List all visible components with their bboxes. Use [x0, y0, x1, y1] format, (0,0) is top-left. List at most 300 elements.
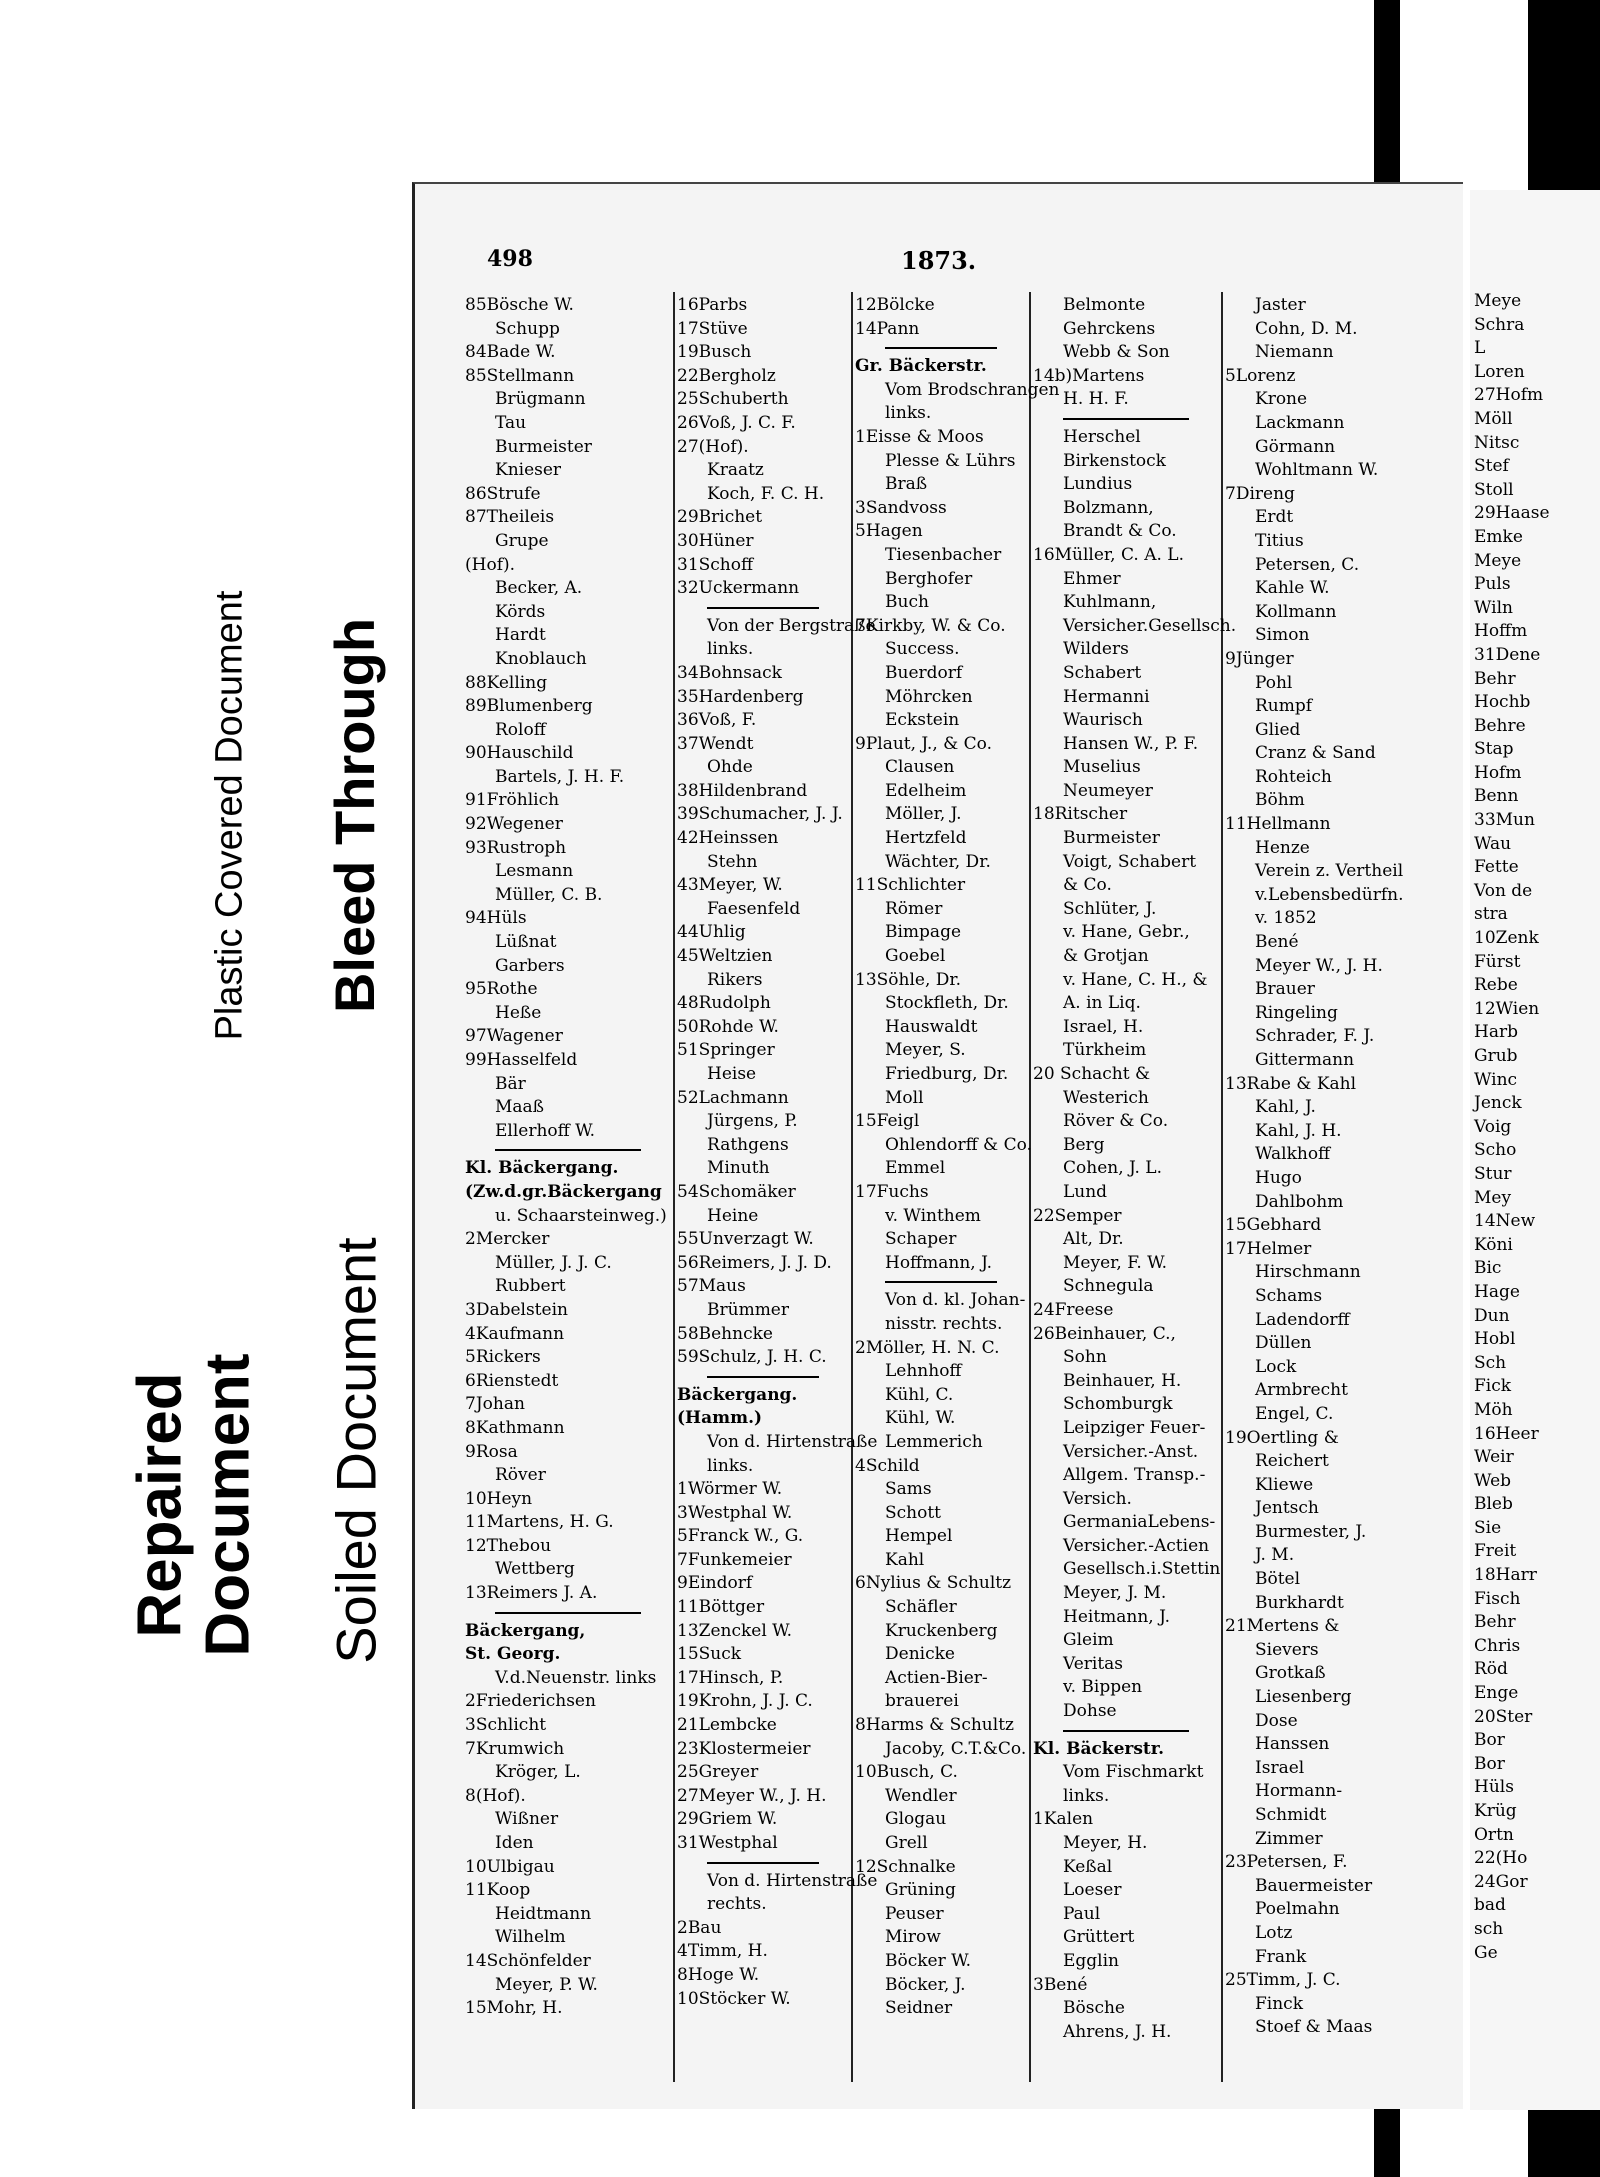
directory-entry: 19Busch — [677, 342, 752, 363]
directory-entry: 39Schumacher, J. J. — [677, 804, 843, 825]
directory-entry: Hoffm — [1474, 621, 1528, 642]
directory-entry: Dahlbohm — [1255, 1191, 1344, 1212]
directory-entry: 17Helmer — [1225, 1238, 1312, 1259]
directory-entry: Meye — [1474, 291, 1522, 311]
section-separator — [707, 1862, 819, 1864]
directory-entry: Beinhauer, H. — [1063, 1370, 1182, 1391]
directory-entry: 22Semper — [1033, 1205, 1122, 1226]
directory-entry: 15Feigl — [855, 1111, 920, 1132]
directory-entry: Römer — [885, 898, 943, 919]
directory-entry: Lemmerich — [885, 1431, 983, 1452]
directory-entry: Simon — [1255, 625, 1310, 646]
directory-entry: Rubbert — [495, 1276, 566, 1297]
directory-entry: 3Sandvoss — [855, 497, 947, 518]
directory-entry: Körds — [495, 601, 546, 622]
directory-entry: Niemann — [1255, 342, 1334, 363]
directory-entry: Bär — [495, 1073, 526, 1094]
directory-entry: Meyer, H. — [1063, 1833, 1148, 1853]
directory-entry: Burmester, J. — [1255, 1521, 1367, 1542]
directory-entry: Röver & Co. — [1063, 1111, 1169, 1132]
directory-entry: Behr — [1474, 668, 1516, 689]
directory-entry: Stehn — [707, 851, 758, 872]
directory-entry: Jentsch — [1255, 1498, 1319, 1519]
directory-entry: Brauer — [1255, 979, 1315, 1000]
sticker-repaired — [100, 1270, 290, 1740]
directory-entry: Hüls — [1474, 1777, 1514, 1798]
directory-entry: 5Lorenz — [1225, 365, 1296, 386]
directory-entry: Ringeling — [1255, 1002, 1338, 1023]
directory-entry: Hertzfeld — [885, 828, 967, 849]
directory-entry: Versicher.Gesellsch. — [1063, 615, 1237, 636]
directory-entry: & Co. — [1063, 875, 1112, 896]
directory-entry: Rathgens — [707, 1134, 789, 1155]
directory-entry: Berg — [1063, 1134, 1105, 1155]
directory-entry: Hirschmann — [1255, 1262, 1361, 1283]
directory-entry: Kühl, W. — [885, 1408, 956, 1429]
directory-entry: Scho — [1474, 1140, 1517, 1161]
directory-entry: Kahl, J. — [1255, 1097, 1316, 1118]
directory-entry: 15Suck — [677, 1644, 742, 1665]
directory-entry: 16Heer — [1474, 1423, 1539, 1444]
directory-entry: Schäfler — [885, 1597, 957, 1618]
directory-entry: 48Rudolph — [677, 993, 771, 1014]
directory-entry: Winc — [1474, 1069, 1518, 1090]
directory-entry: 11Koop — [465, 1880, 531, 1901]
directory-entry: 5Franck W., G. — [677, 1526, 804, 1547]
directory-entry: 12Bölcke — [855, 295, 935, 315]
directory-entry: 22Bergholz — [677, 365, 776, 386]
directory-entry: 2Bau — [677, 1917, 722, 1938]
directory-entry: Bimpage — [885, 922, 962, 943]
directory-entry: 9Eindorf — [677, 1573, 753, 1594]
directory-entry: Schmidt — [1255, 1805, 1327, 1825]
directory-entry: Roloff — [495, 719, 546, 740]
directory-entry: Stap — [1474, 739, 1514, 760]
directory-entry: Dun — [1474, 1305, 1510, 1326]
directory-entry: Hobl — [1474, 1329, 1516, 1350]
directory-entry: Benn — [1474, 786, 1519, 807]
directory-entry: 86Strufe — [465, 483, 541, 504]
directory-entry: 18Harr — [1474, 1565, 1537, 1586]
directory-entry: Ladendorff — [1255, 1309, 1350, 1330]
directory-entry: Plesse & Lührs — [885, 450, 1016, 471]
directory-entry: Kahl, J. H. — [1255, 1120, 1342, 1141]
directory-entry: Hage — [1474, 1281, 1520, 1302]
directory-entry: 3Dabelstein — [465, 1299, 568, 1320]
directory-entry: Ortn — [1474, 1824, 1514, 1845]
directory-entry: 85Bösche W. — [465, 295, 574, 315]
directory-entry: 43Meyer, W. — [677, 875, 783, 896]
directory-entry: Schams — [1255, 1285, 1323, 1306]
directory-entry: 7Kirkby, W. & Co. — [855, 615, 1006, 636]
directory-entry: Wau — [1474, 833, 1512, 854]
directory-entry: 20 Schacht & — [1033, 1064, 1151, 1084]
column-4 — [1033, 294, 1237, 2044]
directory-entry: Armbrecht — [1255, 1380, 1348, 1401]
directory-entry: 12Wien — [1474, 998, 1540, 1019]
directory-entry: 93Rustroph — [465, 837, 567, 858]
directory-entry: links. — [1063, 1785, 1110, 1806]
directory-entry: Paul — [1063, 1903, 1101, 1924]
directory-entry: Fick — [1474, 1376, 1512, 1397]
directory-entry: Clausen — [885, 757, 955, 778]
directory-entry: 11Hellmann — [1225, 814, 1331, 835]
directory-entry: Müller, J. J. C. — [495, 1252, 612, 1273]
directory-entry: Fürst — [1474, 951, 1521, 972]
directory-entry: Gr. Bäckerstr. — [855, 356, 987, 377]
directory-entry: v. Hane, Gebr., — [1063, 922, 1190, 943]
directory-entry: Von d. Hirtenstraße — [707, 1870, 878, 1891]
directory-entry: Müller, C. B. — [495, 884, 603, 905]
column-5 — [1225, 294, 1425, 2040]
directory-entry: Schott — [885, 1502, 942, 1523]
directory-entry: Kl. Bäckergang. — [465, 1158, 619, 1179]
directory-entry: Heine — [707, 1205, 759, 1226]
directory-entry: 55Unverzagt W. — [677, 1229, 814, 1250]
directory-entry: 1Kalen — [1033, 1809, 1094, 1830]
directory-entry: 31Schoff — [677, 554, 754, 575]
directory-entry: Hardt — [495, 625, 546, 646]
directory-entry: Bor — [1474, 1730, 1505, 1751]
directory-entry: 17Fuchs — [855, 1181, 929, 1202]
directory-entry: Versich. — [1063, 1488, 1132, 1509]
directory-entry: 10Stöcker W. — [677, 1988, 791, 2009]
directory-entry: Brümmer — [707, 1299, 789, 1320]
directory-entry: 2Friederichsen — [465, 1691, 596, 1712]
directory-entry: 38Hildenbrand — [677, 780, 808, 801]
directory-entry: Harb — [1474, 1022, 1518, 1043]
directory-entry: Erdt — [1255, 507, 1294, 528]
directory-entry: 97Wagener — [465, 1026, 563, 1047]
directory-entry: 10Heyn — [465, 1488, 533, 1509]
directory-entry: 23Klostermeier — [677, 1738, 811, 1759]
directory-entry: 2Möller, H. N. C. — [855, 1337, 1000, 1358]
directory-entry: Lock — [1255, 1356, 1297, 1377]
directory-entry: 15Mohr, H. — [465, 1998, 563, 2019]
directory-entry: Finck — [1255, 1993, 1304, 2014]
sticker-bleed-text: Bleed Through — [323, 617, 387, 1013]
directory-entry: Edelheim — [885, 780, 967, 801]
directory-entry: Behre — [1474, 715, 1526, 736]
directory-entry: Weir — [1474, 1447, 1514, 1468]
directory-entry: Ohlendorff & Co. — [885, 1134, 1032, 1155]
directory-entry: Loeser — [1063, 1880, 1122, 1901]
directory-entry: 24Freese — [1033, 1299, 1114, 1320]
column-1 — [465, 294, 671, 2021]
directory-entry: 26Voß, J. C. F. — [677, 412, 796, 433]
directory-entry: Peuser — [885, 1903, 944, 1924]
directory-entry: 29Haase — [1474, 503, 1550, 524]
directory-entry: Bäckergang, — [465, 1620, 586, 1641]
directory-entry: Hanssen — [1255, 1734, 1330, 1755]
directory-entry: 12Schnalke — [855, 1856, 956, 1877]
sticker-plastic-text: Plastic Covered Document — [208, 590, 251, 1040]
directory-entry: 5Rickers — [465, 1347, 541, 1368]
directory-entry: Hempel — [885, 1526, 953, 1547]
directory-entry: 3Bené — [1033, 1974, 1088, 1995]
directory-entry: v. 1852 — [1255, 908, 1317, 929]
directory-entry: Titius — [1255, 530, 1304, 551]
directory-entry: Hugo — [1255, 1167, 1302, 1188]
directory-entry: Alt, Dr. — [1063, 1229, 1124, 1250]
directory-entry: 23Petersen, F. — [1225, 1852, 1348, 1873]
column-rule-1 — [673, 292, 675, 2082]
section-separator — [707, 607, 819, 609]
directory-entry: Rebe — [1474, 975, 1518, 996]
directory-entry: 21Mertens & — [1225, 1616, 1340, 1637]
directory-entry: Gleim — [1063, 1630, 1114, 1651]
directory-entry: 7Direng — [1225, 483, 1295, 504]
directory-entry: Köni — [1474, 1234, 1513, 1255]
directory-entry: 34Bohnsack — [677, 662, 782, 683]
directory-entry: Heitmann, J. — [1063, 1606, 1171, 1627]
directory-entry: Engel, C. — [1255, 1403, 1334, 1424]
section-separator — [885, 347, 997, 349]
directory-entry: v.Lebensbedürfn. — [1255, 884, 1404, 905]
sticker-soiled — [300, 1150, 412, 1750]
directory-entry: Lesmann — [495, 861, 574, 882]
directory-entry: Kröger, L. — [495, 1762, 581, 1783]
directory-entry: Lackmann — [1255, 412, 1345, 433]
directory-entry: 10Ulbigau — [465, 1856, 555, 1877]
directory-entry: 4Schild — [855, 1455, 920, 1476]
directory-entry: Webb & Son — [1063, 342, 1170, 363]
directory-entry: Wißner — [495, 1809, 559, 1830]
directory-entry: Krüg — [1474, 1801, 1517, 1821]
directory-entry: 57Maus — [677, 1276, 746, 1297]
directory-page — [412, 182, 1463, 2109]
directory-entry: Brandt & Co. — [1063, 521, 1177, 542]
directory-entry: Bötel — [1255, 1569, 1301, 1590]
directory-entry: Berghofer — [885, 568, 973, 589]
directory-entry: Rohteich — [1255, 766, 1332, 787]
directory-entry: Jürgens, P. — [707, 1111, 798, 1132]
directory-entry: 14Pann — [855, 318, 920, 339]
directory-entry: 7Johan — [465, 1394, 525, 1415]
directory-entry: Leipziger Feuer- — [1063, 1417, 1206, 1438]
directory-entry: 90Hauschild — [465, 743, 574, 764]
directory-entry: H. H. F. — [1063, 389, 1129, 410]
directory-entry: 15Gebhard — [1225, 1215, 1322, 1236]
directory-entry: Keßal — [1063, 1856, 1113, 1877]
directory-entry: 11Schlichter — [855, 875, 966, 896]
column-rule-2 — [851, 292, 853, 2082]
directory-entry: Grüning — [885, 1880, 956, 1901]
directory-entry: 14Schönfelder — [465, 1950, 591, 1971]
directory-entry: 26Beinhauer, C., — [1033, 1323, 1176, 1344]
directory-entry: brauerei — [885, 1691, 959, 1712]
directory-entry: Düllen — [1255, 1333, 1312, 1354]
directory-entry: Kliewe — [1255, 1474, 1314, 1495]
directory-entry: Wettberg — [495, 1559, 575, 1580]
directory-entry: Ellerhoff W. — [495, 1120, 596, 1141]
column-2 — [677, 294, 878, 2011]
directory-entry: (Hamm.) — [677, 1408, 763, 1429]
directory-entry: Muselius — [1063, 757, 1141, 778]
directory-entry: 88Kelling — [465, 672, 548, 693]
directory-entry: 10Zenk — [1474, 928, 1539, 949]
directory-entry: v. Bippen — [1063, 1677, 1143, 1698]
directory-entry: 31Westphal — [677, 1833, 778, 1853]
directory-entry: Grüttert — [1063, 1927, 1135, 1948]
directory-entry: V.d.Neuenstr. links — [495, 1667, 657, 1688]
directory-entry: rechts. — [707, 1894, 767, 1915]
directory-entry: A. in Liq. — [1063, 993, 1141, 1014]
directory-entry: Reichert — [1255, 1451, 1329, 1472]
directory-entry: Von d. kl. Johan- — [885, 1290, 1026, 1311]
directory-entry: Möhrcken — [885, 686, 973, 707]
section-separator — [1063, 1730, 1189, 1732]
directory-entry: 52Lachmann — [677, 1087, 789, 1108]
directory-entry: 91Fröhlich — [465, 790, 560, 811]
directory-entry: 50Rohde W. — [677, 1016, 779, 1037]
directory-entry: Koch, F. C. H. — [707, 483, 825, 504]
directory-entry: Iden — [495, 1833, 534, 1853]
directory-entry: Israel, H. — [1063, 1016, 1144, 1037]
directory-entry: Schnegula — [1063, 1276, 1154, 1297]
directory-entry: Ge — [1474, 1942, 1498, 1963]
scan-black-edge-right — [1374, 2100, 1400, 2177]
directory-entry: 8Kathmann — [465, 1417, 565, 1438]
directory-entry: 54Schomäker — [677, 1181, 796, 1202]
directory-entry: Mirow — [885, 1927, 941, 1948]
directory-entry: 84Bade W. — [465, 342, 556, 363]
directory-entry: Görmann — [1255, 436, 1336, 457]
directory-entry: 17Hinsch, P. — [677, 1667, 784, 1688]
directory-entry: 31Dene — [1474, 644, 1541, 665]
directory-entry: Kahl — [885, 1549, 925, 1570]
directory-entry: Möller, J. — [885, 804, 962, 825]
directory-entry: Voig — [1474, 1116, 1512, 1137]
directory-entry: links. — [707, 1455, 754, 1476]
directory-entry: 3Westphal W. — [677, 1502, 793, 1523]
directory-entry: Walkhoff — [1255, 1144, 1331, 1165]
directory-entry: Poelmahn — [1255, 1899, 1340, 1920]
directory-entry: Herschel — [1063, 426, 1141, 447]
directory-entry: 7Krumwich — [465, 1738, 565, 1759]
section-separator — [707, 1376, 819, 1378]
directory-entry: bad — [1474, 1895, 1506, 1916]
directory-entry: Westerich — [1063, 1087, 1149, 1108]
directory-entry: Verein z. Vertheil — [1255, 861, 1404, 882]
directory-entry: Gehrckens — [1063, 318, 1156, 339]
directory-entry: Rumpf — [1255, 696, 1313, 717]
directory-entry: Bleb — [1474, 1494, 1513, 1515]
directory-entry: Tau — [495, 412, 527, 433]
directory-entry: Hochb — [1474, 692, 1531, 713]
sticker-plastic-covered — [160, 510, 300, 1120]
directory-entry: v. Winthem — [885, 1205, 981, 1226]
directory-entry: Buerdorf — [885, 662, 963, 683]
directory-entry: Versicher.-Actien — [1063, 1535, 1210, 1556]
scan-black-edge-far — [1528, 0, 1600, 190]
directory-entry: Dose — [1255, 1710, 1298, 1731]
directory-entry: Wächter, Dr. — [885, 851, 991, 872]
directory-entry: 14b)Martens — [1033, 365, 1145, 386]
directory-entry: Glied — [1255, 719, 1301, 740]
directory-entry: Ehmer — [1063, 568, 1121, 589]
directory-entry: 24Gor — [1474, 1871, 1528, 1892]
directory-entry: Hermanni — [1063, 686, 1150, 707]
directory-entry: Brügmann — [495, 389, 586, 410]
directory-entry: 59Schulz, J. H. C. — [677, 1347, 827, 1368]
directory-entry: Buch — [885, 592, 929, 613]
directory-entry: Hormann- — [1255, 1781, 1343, 1802]
directory-entry: Bolzmann, — [1063, 497, 1154, 518]
directory-entry: u. Schaarsteinweg.) — [495, 1205, 667, 1226]
directory-entry: 25Schuberth — [677, 389, 789, 410]
directory-entry: Hansen W., P. F. — [1063, 733, 1199, 754]
directory-entry: Grotkaß — [1255, 1663, 1326, 1684]
directory-entry: 94Hüls — [465, 908, 527, 929]
directory-entry: 87Theileis — [465, 507, 555, 528]
directory-entry: Kruckenberg — [885, 1620, 998, 1641]
directory-entry: Moll — [885, 1087, 924, 1108]
column-rule-4 — [1221, 292, 1223, 2082]
directory-entry: 29Griem W. — [677, 1809, 778, 1830]
directory-entry: Behr — [1474, 1612, 1516, 1633]
directory-entry: 33Mun — [1474, 810, 1535, 831]
directory-entry: Grell — [885, 1833, 928, 1853]
directory-entry: 89Blumenberg — [465, 696, 593, 717]
column-3 — [855, 294, 1060, 2021]
directory-entry: Puls — [1474, 574, 1511, 595]
directory-entry: 20Ster — [1474, 1706, 1533, 1727]
directory-entry: Sams — [885, 1479, 932, 1500]
directory-entry: Meyer, P. W. — [495, 1974, 598, 1995]
directory-entry: Versicher.-Anst. — [1063, 1441, 1199, 1462]
directory-entry: Bäckergang. — [677, 1384, 798, 1405]
directory-entry: 13Reimers J. A. — [465, 1583, 598, 1604]
directory-entry: Liesenberg — [1255, 1687, 1352, 1708]
scan-black-edge-far-bottom — [1528, 2110, 1600, 2177]
directory-entry: Kuhlmann, — [1063, 592, 1157, 613]
column-rule-3 — [1029, 292, 1031, 2082]
sticker-bleed-through — [300, 510, 410, 1120]
directory-entry: Lotz — [1255, 1922, 1293, 1943]
directory-entry: 8Harms & Schultz — [855, 1715, 1014, 1736]
directory-entry: Bené — [1255, 932, 1299, 953]
directory-entry: 58Behncke — [677, 1323, 773, 1344]
directory-entry: 13Söhle, Dr. — [855, 969, 962, 990]
directory-entry: Heidtmann — [495, 1903, 592, 1924]
directory-entry: Tiesenbacher — [885, 544, 1002, 565]
directory-entry: 29Brichet — [677, 507, 763, 528]
directory-entry: Friedburg, Dr. — [885, 1064, 1009, 1084]
directory-entry: sch — [1474, 1918, 1504, 1939]
directory-entry: 37Wendt — [677, 733, 754, 754]
directory-entry: links. — [885, 403, 932, 424]
directory-entry: Pohl — [1255, 672, 1293, 693]
page-number: 498 — [487, 246, 533, 272]
sticker-repaired-text: Repaired Document — [126, 1353, 263, 1657]
directory-entry: Hofm — [1474, 762, 1522, 783]
directory-entry: 16Parbs — [677, 295, 748, 315]
directory-entry: 17Stüve — [677, 318, 748, 339]
directory-entry: Allgem. Transp.- — [1063, 1465, 1206, 1486]
directory-entry: Meyer, S. — [885, 1040, 966, 1061]
directory-entry: Krone — [1255, 389, 1308, 410]
directory-entry: Knoblauch — [495, 648, 587, 669]
directory-entry: 13Rabe & Kahl — [1225, 1073, 1357, 1094]
directory-entry: Sch — [1474, 1352, 1507, 1373]
directory-entry: 12Thebou — [465, 1535, 552, 1556]
section-separator — [495, 1149, 641, 1151]
directory-entry: L — [1474, 338, 1486, 359]
directory-entry: 11Martens, H. G. — [465, 1512, 614, 1533]
directory-entry: Burkhardt — [1255, 1592, 1344, 1613]
directory-entry: Voigt, Schabert — [1063, 851, 1197, 872]
